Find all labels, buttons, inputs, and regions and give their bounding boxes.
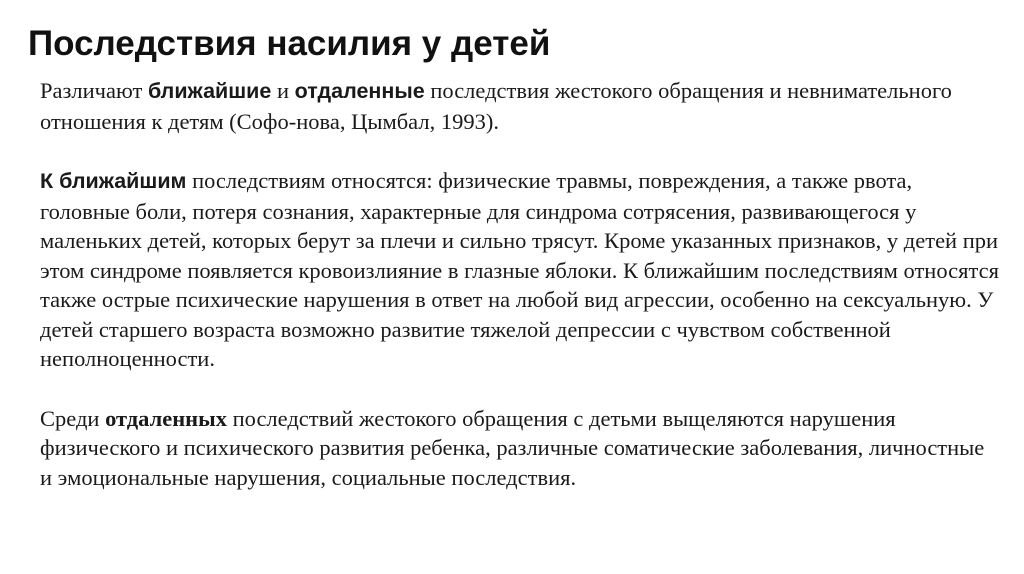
- nearest-text: последствиям относятся: физические травмы, повреждения, а также рвота, головные боли, потеря сознания, характерные для синдрома сотрясения, развивающегося у маленьких детей, которых берут за плечи и сильно трясут. Кроме указанных признаков, у детей при этом синдроме появляется кровоизлияние в глазные яблоки. К ближайшим последствиям относятся также острые психические нарушения в ответ на любой вид агрессии, особенно на сексуальную. У детей старшего возраста возможно развитие тяжелой депрессии с чувством собственной неполноценности.: [40, 168, 999, 371]
- distant-lead: Среди: [40, 405, 106, 431]
- intro-rest: последствия жестокого обращения и невнимательного отношения к детям (Софо-нова, Цымбал, 1993).: [40, 78, 952, 134]
- paragraph-intro: [40, 76, 1000, 136]
- paragraph-gap: [40, 374, 1000, 404]
- term-nearest: ближайшие: [147, 79, 272, 103]
- paragraph-distant: [40, 404, 1000, 493]
- paragraph-nearest: [40, 166, 1000, 374]
- term-distant: отдаленные: [294, 79, 425, 103]
- intro-lead: Различают: [40, 78, 148, 103]
- distant-text: последствий жестокого обращения с детьми выщеляются нарушения физического и психического развития ребенка, различные соматические заболевания, личностные и эмоциональные нарушения, социальные последствия.: [40, 405, 985, 490]
- paragraph-gap: [40, 136, 1000, 166]
- slide-body: [40, 76, 1000, 492]
- nearest-heading: К ближайшим: [40, 169, 187, 193]
- distant-heading: отдаленных: [105, 405, 227, 431]
- slide-title: Последствия насилия у детей: [28, 24, 551, 63]
- intro-conjunction: и: [271, 78, 295, 103]
